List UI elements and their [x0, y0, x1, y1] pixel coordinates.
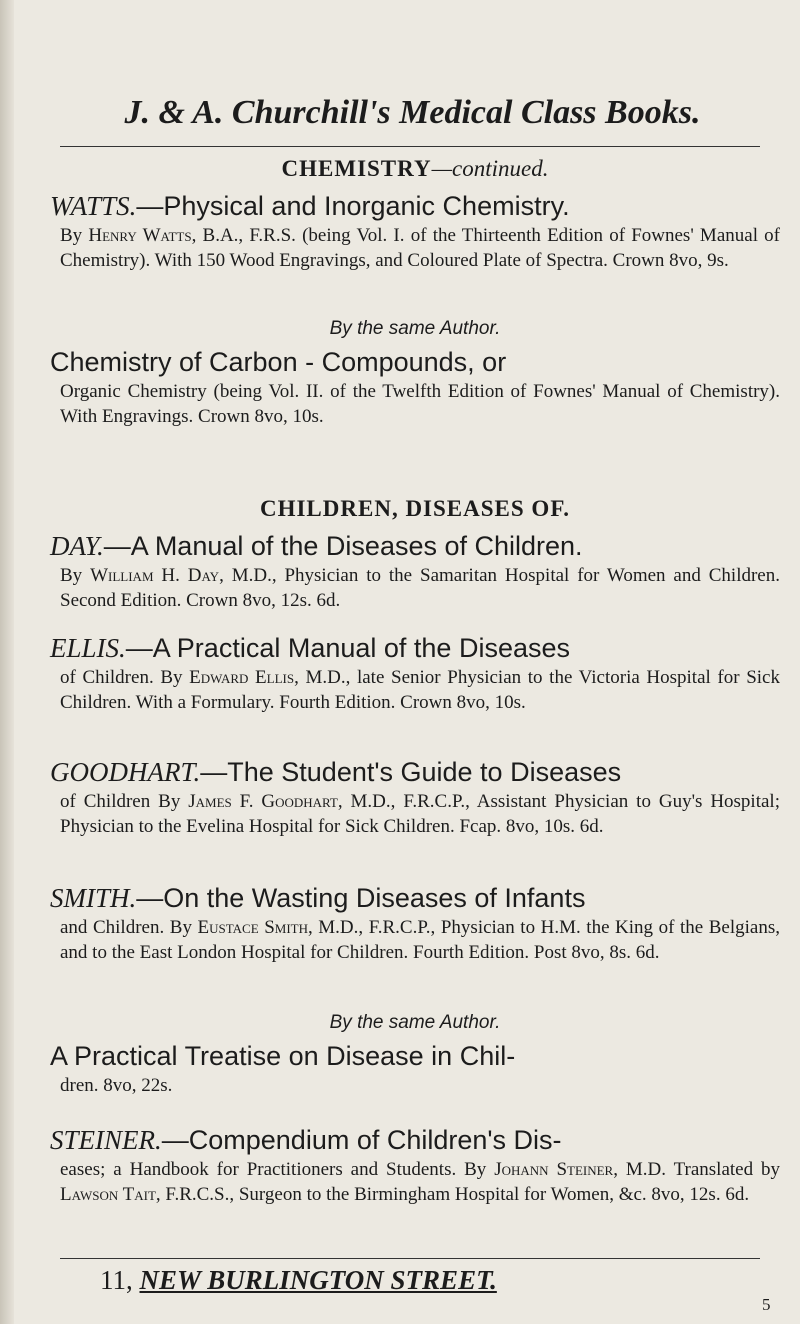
entry-details: , F.R.C.S., Surgeon to the Birmingham Hospital for Women, &c. 8vo, 12s. 6d.: [155, 1184, 750, 1205]
street-name: NEW BURLINGTON STREET.: [139, 1265, 497, 1295]
entry-title: —A Manual of the Diseases of Children.: [103, 531, 583, 561]
entry-lead: and Children. By: [60, 917, 198, 938]
entry-details: , B.A., F.R.S. (being Vol. I. of the Thirteenth Edition of Fownes' Manual of Chemistry). With 150 Wood Engravings, and Coloured Plate of Spectra. Crown 8vo, 9s.: [60, 225, 780, 271]
entry-watts-carbon: [50, 346, 780, 429]
entry-description: [50, 1157, 780, 1207]
entry-author: WATTS.: [50, 191, 137, 221]
entry-heading: [50, 1124, 780, 1157]
entry-heading: [50, 190, 780, 223]
publisher-address: [100, 1265, 497, 1296]
entry-lead: eases; a Handbook for Practitioners and Students. By: [60, 1159, 495, 1180]
entry-description: dren. 8vo, 22s.: [60, 1075, 173, 1096]
section-title: CHEMISTRY: [281, 156, 432, 181]
entry-description: [50, 223, 780, 273]
entry-title: —The Student's Guide to Diseases: [200, 757, 622, 787]
running-head: J. & A. Churchill's Medical Class Books.: [124, 94, 701, 131]
entry-title: —Compendium of Children's Dis-: [161, 1125, 562, 1155]
footer-rule: [60, 1258, 760, 1259]
entry-title: —A Practical Manual of the Diseases: [125, 633, 570, 663]
translator-name: Lawson Tait: [60, 1184, 156, 1205]
by-text: By: [60, 225, 89, 246]
entry-steiner: [50, 1124, 780, 1207]
author-name: William H. Day: [90, 565, 220, 586]
page-number: 5: [762, 1295, 771, 1314]
entry-author: DAY.: [50, 531, 104, 561]
entry-goodhart: [50, 756, 780, 839]
entry-description: [50, 665, 780, 715]
entry-title: —On the Wasting Diseases of Infants: [136, 883, 586, 913]
entry-heading: [50, 632, 780, 665]
section-suffix: —continued.: [431, 156, 549, 181]
entry-smith-treatise: [50, 1040, 780, 1098]
header-rule: [60, 146, 760, 147]
entry-title: —Physical and Inorganic Chemistry.: [136, 191, 570, 221]
book-spine-edge: [0, 0, 14, 1324]
entry-heading: [50, 882, 780, 915]
same-author-note: By the same Author.: [329, 318, 501, 339]
entry-author: GOODHART.: [50, 757, 201, 787]
author-name: Edward Ellis: [189, 667, 295, 688]
entry-description: [50, 915, 780, 965]
book-page: [40, 0, 785, 1324]
by-text: By: [60, 565, 91, 586]
entry-details: , M.D., Physician to the Samaritan Hospital for Women and Children. Second Edition. Crown 8vo, 12s. 6d.: [60, 565, 780, 611]
entry-description: Organic Chemistry (being Vol. II. of the Twelfth Edition of Fownes' Manual of Chemistry). With Engravings. Crown 8vo, 10s.: [60, 381, 780, 427]
entry-author: STEINER.: [50, 1125, 162, 1155]
entry-lead: of Children By: [60, 791, 189, 812]
same-author-note: By the same Author.: [329, 1012, 501, 1033]
entry-author: SMITH.: [50, 883, 137, 913]
entry-smith: [50, 882, 780, 965]
section-heading-chemistry: [50, 156, 780, 182]
entry-title: A Practical Treatise on Disease in Chil-: [50, 1041, 516, 1071]
section-heading-children: CHILDREN, DISEASES OF.: [259, 496, 571, 521]
author-name: Eustace Smith: [197, 917, 308, 938]
author-name: Johann Steiner: [494, 1159, 614, 1180]
entry-watts: [50, 190, 780, 273]
entry-title: Chemistry of Carbon - Compounds, or: [50, 347, 507, 377]
entry-author: ELLIS.: [50, 633, 126, 663]
entry-description: [50, 789, 780, 839]
author-name: Henry Watts: [88, 225, 192, 246]
author-name: James F. Goodhart: [188, 791, 338, 812]
entry-day: [50, 530, 780, 613]
entry-description: [50, 563, 780, 613]
entry-ellis: [50, 632, 780, 715]
entry-details: , M.D., F.R.C.P., Physician to H.M. the King of the Belgians, and to the East London Hospital for Children. Fourth Edition. Post 8vo, 8s. 6d.: [60, 917, 780, 963]
entry-heading: [50, 530, 780, 563]
entry-lead: of Children. By: [60, 667, 190, 688]
entry-details: , M.D., F.R.C.P., Assistant Physician to Guy's Hospital; Physician to the Evelina Hospital for Sick Children. Fcap. 8vo, 10s. 6d.: [60, 791, 780, 837]
street-number: 11,: [100, 1265, 140, 1295]
entry-mid: , M.D. Translated by: [613, 1159, 780, 1180]
entry-details: , M.D., late Senior Physician to the Victoria Hospital for Sick Children. With a Formulary. Fourth Edition. Crown 8vo, 10s.: [60, 667, 780, 713]
entry-heading: [50, 756, 780, 789]
